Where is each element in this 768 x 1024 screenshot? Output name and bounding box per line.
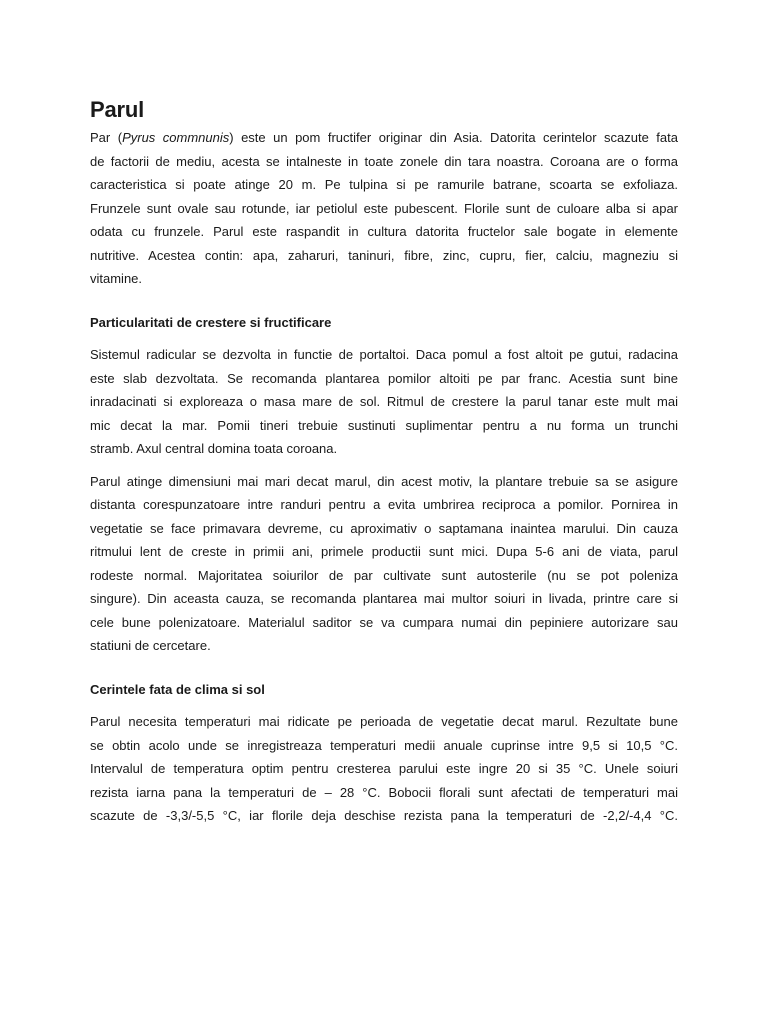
text-line: singure). Din aceasta cauza, se recomanda plantarea mai multor soiuri in livada, printre care si [90, 591, 678, 606]
section-heading-climate-soil: Cerintele fata de clima si sol [90, 681, 265, 697]
text-line: distanta corespunzatoare intre randuri pentru a evita umbrirea reciproca a pomilor. Pornirea in [90, 497, 678, 512]
growth-paragraph-2 [90, 470, 678, 658]
latin-name: Pyrus commnunis [122, 130, 230, 145]
intro-lead: Par ( [90, 130, 123, 145]
text-line: rodeste normal. Majoritatea soiurilor de par cultivate sunt autosterile (nu se pot poleniza [90, 567, 678, 583]
intro-line-1-tail: ) este un pom fructifer originar din Asia. Datorita cerintelor scazute fata [229, 130, 678, 145]
text-line: ritmului lent de creste in primii ani, primele productii sunt mici. Dupa 5-6 ani de viata, parul [90, 544, 678, 559]
text-line: Sistemul radicular se dezvolta in functie de portaltoi. Daca pomul a fost altoit pe gutui, radacina [90, 347, 678, 362]
text-line: Parul necesita temperaturi mai ridicate pe perioada de vegetatie decat marul. Rezultate bune [90, 714, 678, 729]
text-line: vegetatie se face primavara devreme, cu aproximativ o saptamana inaintea marului. Din cauza [90, 520, 678, 536]
text-line: cele bune polenizatoare. Materialul saditor se va cumpara numai din pepiniere autorizare sau [90, 614, 678, 630]
text-line: de factorii de mediu, acesta se intalneste in toate zonele din tara noastra. Coroana are o forma [90, 153, 678, 169]
growth-paragraph-1 [90, 343, 678, 461]
text-line: este slab dezvoltata. Se recomanda plantarea pomilor altoiti pe par franc. Acestia sunt bine [90, 370, 678, 386]
text-line: mic decat la mar. Pomii tineri trebuie sustinuti suplimentar pentru a nu forma un trunchi [90, 417, 678, 433]
text-line: scazute de -3,3/-5,5 °C, iar florile deja deschise rezista pana la temperaturi de -2,2/-4,4 °C. [90, 808, 678, 823]
text-line: statiuni de cercetare. [90, 638, 211, 653]
text-line: Frunzele sunt ovale sau rotunde, iar petiolul este pubescent. Florile sunt de culoare alba si apar [90, 200, 678, 216]
text-line: Intervalul de temperatura optim pentru cresterea parului este ingre 20 si 35 °C. Unele soiuri [90, 761, 678, 776]
intro-paragraph [90, 126, 678, 291]
text-line: nutritive. Acestea contin: apa, zaharuri, taninuri, fibre, zinc, cupru, fier, calciu, magneziu si [90, 247, 678, 263]
text-line: vitamine. [90, 271, 143, 286]
page-title: Parul [90, 97, 145, 122]
climate-paragraph-1 [90, 710, 678, 828]
document-content [90, 94, 678, 828]
section-heading-growth: Particularitati de crestere si fructificare [90, 314, 332, 330]
text-line: Parul atinge dimensiuni mai mari decat marul, din acest motiv, la plantare trebuie sa se asigure [90, 473, 678, 489]
text-line [90, 126, 678, 150]
text-line: odata cu frunzele. Parul este raspandit in cultura datorita fructelor sale bogate in elemente [90, 224, 678, 239]
text-line: se obtin acolo unde se inregistreaza temperaturi medii anuale cuprinse intre 9,5 si 10,5 °C. [90, 737, 678, 753]
text-line: stramb. Axul central domina toata coroana. [90, 441, 338, 456]
text-line: rezista iarna pana la temperaturi de – 28 °C. Bobocii florali sunt afectati de temperaturi mai [90, 784, 678, 800]
text-line: caracteristica si poate atinge 20 m. Pe tulpina si pe ramurile batrane, scoarta se exfoliaza. [90, 177, 678, 192]
text-line: inradacinati si exploreaza o masa mare de sol. Ritmul de crestere la parul tanar este mult mai [90, 394, 678, 409]
